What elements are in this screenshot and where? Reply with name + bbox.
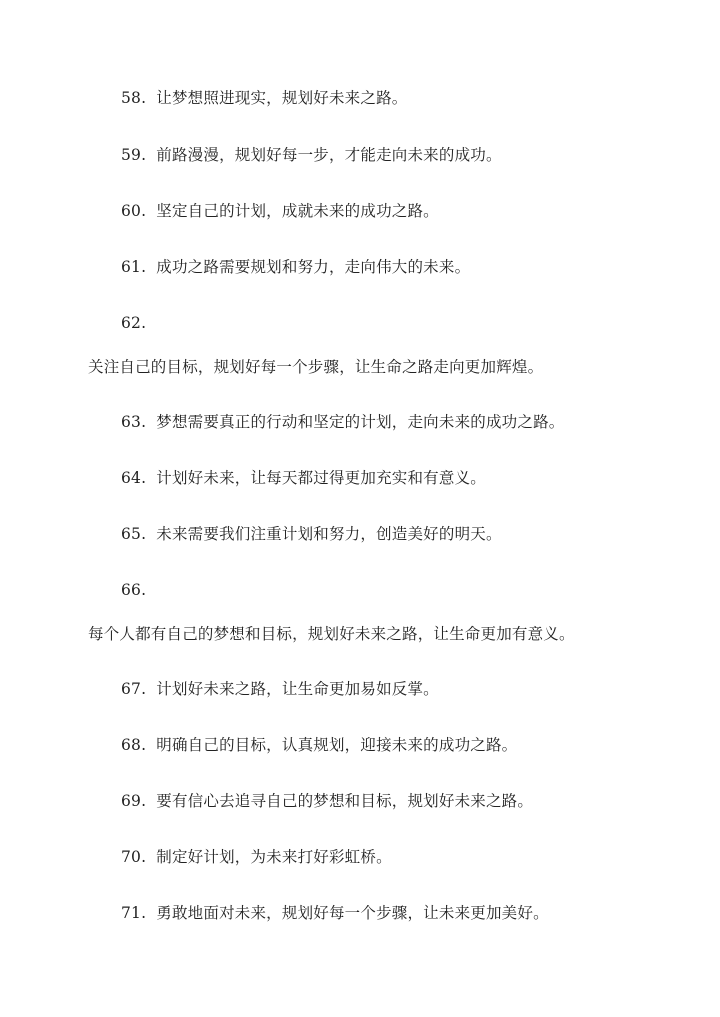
list-item <box>121 145 502 165</box>
list-item <box>121 524 502 544</box>
list-item <box>121 313 156 333</box>
list-item <box>121 580 156 600</box>
item-number: 61. <box>121 258 147 276</box>
item-text: 要有信心去追寻自己的梦想和目标，规划好未来之路。 <box>156 792 534 810</box>
item-text: 制定好计划，为未来打好彩虹桥。 <box>156 848 392 866</box>
item-number: 64. <box>121 469 147 487</box>
item-text: 梦想需要真正的行动和坚定的计划，走向未来的成功之路。 <box>156 413 565 431</box>
item-number: 68. <box>121 736 147 754</box>
item-text: 每个人都有自己的梦想和目标，规划好未来之路，让生命更加有意义。 <box>88 625 575 643</box>
item-text: 计划好未来之路，让生命更加易如反掌。 <box>156 680 439 698</box>
item-text: 计划好未来，让每天都过得更加充实和有意义。 <box>156 469 486 487</box>
item-number: 63. <box>121 413 147 431</box>
list-item <box>121 847 392 867</box>
item-text: 勇敢地面对未来，规划好每一个步骤，让未来更加美好。 <box>156 904 549 922</box>
item-number: 59. <box>121 146 147 164</box>
item-text: 前路漫漫，规划好每一步，才能走向未来的成功。 <box>156 146 502 164</box>
list-item <box>121 735 517 755</box>
item-number: 60. <box>121 202 147 220</box>
list-item <box>121 201 439 221</box>
item-number: 67. <box>121 680 147 698</box>
list-item <box>121 257 470 277</box>
item-text: 关注自己的目标，规划好每一个步骤，让生命之路走向更加辉煌。 <box>88 358 544 376</box>
item-number: 58. <box>121 89 147 107</box>
item-text: 成功之路需要规划和努力，走向伟大的未来。 <box>156 258 471 276</box>
list-item <box>121 679 439 699</box>
list-item <box>121 791 533 811</box>
list-item <box>121 412 564 432</box>
item-number: 70. <box>121 848 147 866</box>
list-item-continuation <box>88 624 575 644</box>
list-item <box>121 88 407 108</box>
item-number: 62. <box>121 314 147 332</box>
item-text: 明确自己的目标，认真规划，迎接未来的成功之路。 <box>156 736 518 754</box>
list-item <box>121 903 549 923</box>
item-number: 65. <box>121 525 147 543</box>
list-item <box>121 468 486 488</box>
item-number: 66. <box>121 581 147 599</box>
item-text: 未来需要我们注重计划和努力，创造美好的明天。 <box>156 525 502 543</box>
item-number: 69. <box>121 792 147 810</box>
item-number: 71. <box>121 904 147 922</box>
item-text: 让梦想照进现实，规划好未来之路。 <box>156 89 408 107</box>
list-item-continuation <box>88 357 543 377</box>
item-text: 坚定自己的计划，成就未来的成功之路。 <box>156 202 439 220</box>
